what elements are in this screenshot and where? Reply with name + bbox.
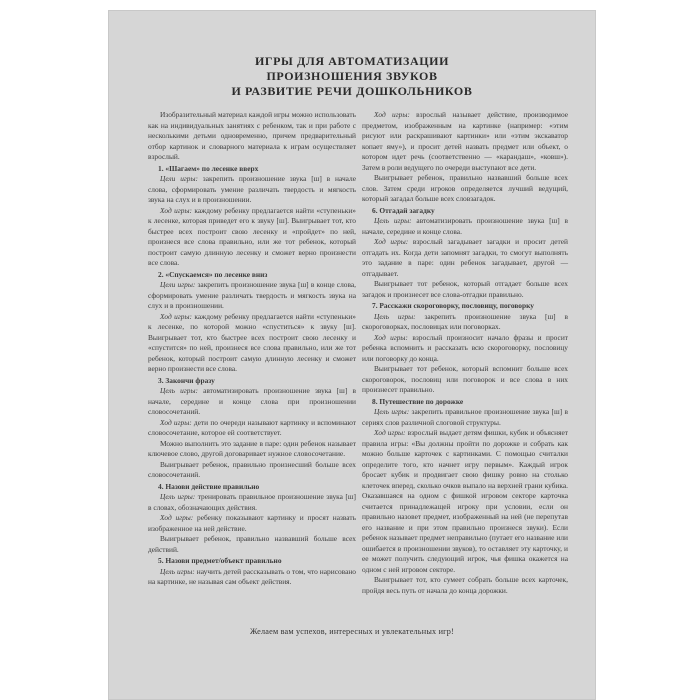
paragraph-text: взрослый загадывает загадки и просит детей отгадать их. Когда дети запомнят загадки, то смогут выполнять это задание в паре: один ребенок загадывает, другой — отгадывает. [362,237,568,278]
game-heading: 1. «Шагаем» по лесенке вверх [158,163,259,173]
title-line: ИГРЫ ДЛЯ АВТОМАТИЗАЦИИ [254,54,450,68]
intro-paragraph: Изобразительный материал каждой игры можно использовать как на индивидуальных занятиях с ребенком, так и при работе с несколькими детьми одновременно, причем предварительный отбор картинок и словарного материала к играм осуществляет взрослый. [148,110,356,161]
paragraph-text: Выигрывает ребенок, правильно произнесший больше всех словосочетаний. [148,459,356,479]
paragraph-text: закрепить произношение звука [ш] в скороговорках, пословицах или поговорках. [362,311,569,331]
paragraph-label: Ход игры: [374,237,409,246]
paragraph-label: Ход игры: [160,311,192,321]
paragraph-text: ребенку показывают картинку и просят назвать изображенное на ней действие. [148,513,356,533]
paragraph-text: закрепить правильное произношение звука [ш] в сериях слов различной слоговой структуры. [362,407,568,427]
game-section [148,482,356,556]
paragraph-text: взрослый произносит начало фразы и просит ребенка вспомнить и рассказать всю скороговорку, пословицу или поговорку до конца. [362,332,568,363]
game-paragraph [148,534,356,555]
page-title [108,54,596,99]
game-paragraph [148,418,356,439]
game-heading: 3. Закончи фразу [158,375,215,385]
game-section [362,397,568,597]
paragraph-text: Можно выполнить это задание в паре: один ребенок называет ключевое слово, другой договаривает нужное словосочетание. [148,438,356,458]
paragraph-text: каждому ребенку предлагается найти «ступеньки» к лесенке, по которой можно «спуститься» к звуку [ш]. Выигрывает тот, кто быстрее всех построит свою лесенку и «спустится» по ней, произнеся все слова правильно, или же тот ребенок, который построит самую длинную лесенку и сможет верно произнести все слова. [148,311,357,373]
paragraph-label: Ход игры: [160,205,192,215]
game-paragraph [362,333,568,365]
paragraph-label: Цель игры: [160,566,195,576]
game-section [148,270,356,375]
paragraph-text: закрепить произношение звука [ш] в конце слова, сформировать умение различать твердость и мягкость звука на слух и в произношении. [148,280,356,310]
game-paragraph [362,173,568,205]
paragraph-text: Выигрывает тот ребенок, который вспомнит больше всех скороговорок, пословиц или поговорок и все слова в них произнесет правильно. [362,364,568,394]
paragraph-text: взрослый выдает детям фишки, кубик и объясняет правила игры: «Вы должны пройти по дорожке и собрать как можно больше карточек с картинками. С помощью считалки определите того, кто начнет игру первым». Каждый игрок бросает кубик и продвигает свою фишку ровно на столько клеточек вперед, сколько очков выпало на верхней грани кубика. Оказавшаяся на одном с фишкой игровом секторе карточка считается принадлежащей игроку при условии, если он правильно назовет предмет, изображенный на ней (не перепутав его название и при этом правильно произнеся звуки). Если ребенок называет предмет неправильно (путает его название или ошибается в произношении звуков), то оставляет эту карточку, и ее может получить следующий игрок, чья фишка окажется на одном с ней игровом секторе. [362,428,569,574]
game-paragraph [148,206,356,269]
paragraph-text: дети по очереди называют картинку и вспоминают словосочетание, которое ей соответствует. [148,417,356,437]
game-paragraph [148,312,356,375]
game-heading: 7. Расскажи скороговорку, пословицу, поговорку [372,301,534,310]
game-paragraph [362,407,568,428]
game-paragraph [148,492,356,513]
paragraph-text: закрепить произношение звука [ш] в начале слова, сформировать умение различать твердость и мягкость звука на слух и в произношении. [148,174,356,204]
paragraph-label: Цель игры: [374,216,412,225]
paragraph-label: Цель игры: [374,407,410,416]
game-section [362,206,568,301]
paragraph-text: автоматизировать произношение звука [ш] в начале, середине и конце слова. [362,216,568,236]
game-paragraph [362,428,568,575]
game-heading: 5. Назови предмет/объект правильно [158,556,282,565]
paragraph-label: Цели игры: [160,174,198,183]
paragraph-text: научить детей рассказывать о том, что нарисовано на картинке, не называя сам объект действия. [148,566,356,586]
paragraph-label: Цель игры: [374,311,416,321]
game-paragraph [148,460,356,481]
paragraph-label: Цели игры: [160,280,196,289]
paragraph-label: Ход игры: [374,332,408,342]
game-paragraph [362,312,568,333]
game-section [148,556,356,588]
paragraph-label: Ход игры: [160,513,194,522]
game-paragraph [148,439,356,460]
right-column [362,110,568,596]
game-section [148,164,356,269]
game-paragraph [362,279,568,300]
paragraph-text: каждому ребенку предлагается найти «ступеньки» к лесенке, которая приведет его к звуку [ш]. Выигрывает тот, кто быстрее всех построит свою лесенку и «пройдет» по ней, произнеся все слова правильно, или же тот ребенок, который построит самую длинную лесенку и сможет верно произнести все слова. [148,205,357,267]
paragraph-label: Ход игры: [374,428,406,437]
game-heading: 2. «Спускаемся» по лесенке вниз [158,269,268,279]
paragraph-text: Выигрывает ребенок, правильно назвавший больше всех действий. [148,534,356,554]
game-heading: 8. Путешествие по дорожке [372,396,464,406]
paragraph-text: автоматизировать произношение звука [ш] в начале, середине и конце слова при произношении словосочетаний. [148,386,356,416]
game-paragraph [148,174,356,206]
game-heading: 6. Отгадай загадку [372,205,435,215]
game-paragraph [148,386,356,418]
paragraph-text: Выигрывает тот ребенок, который отгадает больше всех загадок и произнесет все слова-отгадки правильно. [362,279,568,299]
title-line: И РАЗВИТИЕ РЕЧИ ДОШКОЛЬНИКОВ [231,84,473,98]
instruction-sheet [108,10,596,700]
games-list-left [148,164,356,588]
game-paragraph [148,567,356,588]
paragraph-label: Ход игры: [160,417,192,427]
paragraph-text: Выигрывает тот, кто сумеет собрать больше всех карточек, пройдя весь путь от начала до конца дорожки. [362,575,568,595]
paragraph-text: тренировать правильное произношение звука [ш] в словах, обозначающих действия. [148,492,356,512]
game-section [148,376,356,481]
game-section [362,301,568,396]
games-list-right [362,206,568,597]
game-paragraph [362,110,568,173]
paragraph-text: взрослый называет действие, производимое предметом, изображенным на картинке (например: «этим рисуют или раскрашивают картинки» или «этим экскаватор копает яму»), и просит детей назвать предмет или объект, о котором идет речь (соответственно — «карандаш», «ковш»). Затем в роли ведущего по очереди выступают все дети. [362,110,569,172]
paragraph-label: Цель игры: [160,386,198,395]
paragraph-label: Цель игры: [160,492,196,501]
game-paragraph [148,280,356,312]
game-5-continuation [362,110,568,205]
game-paragraph [362,216,568,237]
game-paragraph [362,575,568,596]
game-heading: 4. Назови действие правильно [158,481,260,491]
game-paragraph [362,237,568,279]
game-paragraph [362,364,568,396]
game-paragraph [148,513,356,534]
closing-wish: Желаем вам успехов, интересных и увлекательных игр! [250,627,454,636]
left-column [148,110,356,588]
title-line: ПРОИЗНОШЕНИЯ ЗВУКОВ [266,69,438,83]
paragraph-label: Ход игры: [374,110,410,119]
paragraph-text: Выигрывает ребенок, правильно назвавший больше всех слов. Затем среди игроков определяется лучший ведущий, который загадал больше всех словзагадок. [362,173,568,203]
